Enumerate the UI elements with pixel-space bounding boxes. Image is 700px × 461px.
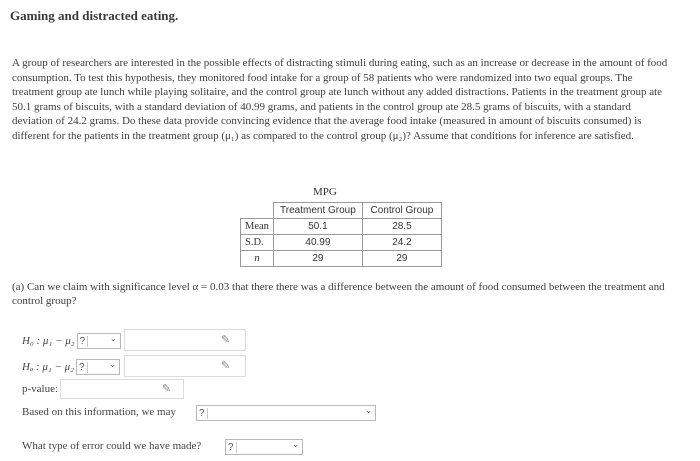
chevron-down-icon: ⌄ bbox=[365, 406, 372, 415]
table-cell: S.D. bbox=[241, 235, 274, 251]
pencil-icon[interactable]: ✎ bbox=[221, 359, 231, 372]
table-header-cell: Treatment Group bbox=[273, 203, 362, 219]
h0-label: H₀ : μ₁ − μ₂ bbox=[22, 335, 75, 347]
ha-select-value: ? bbox=[77, 362, 88, 373]
table-row bbox=[241, 235, 442, 251]
ha-row bbox=[22, 359, 120, 375]
table-cell: 29 bbox=[273, 251, 362, 267]
ha-label: Hₐ : μ₁ − μ₂ bbox=[22, 361, 74, 373]
summary-table bbox=[240, 202, 442, 267]
table-cell: Mean bbox=[241, 219, 274, 235]
decision-select-value: ? bbox=[197, 408, 208, 419]
table-row bbox=[241, 219, 442, 235]
chevron-down-icon: ⌄ bbox=[292, 440, 299, 449]
error-row bbox=[22, 440, 201, 452]
page-title: Gaming and distracted eating. bbox=[10, 8, 179, 23]
h0-select-value: ? bbox=[78, 336, 89, 347]
pvalue-label: p-value: bbox=[22, 383, 59, 395]
ha-operator-select[interactable] bbox=[76, 359, 120, 375]
table-cell: 28.5 bbox=[362, 219, 441, 235]
table-cell: 24.2 bbox=[362, 235, 441, 251]
decision-row bbox=[22, 406, 176, 418]
pencil-icon[interactable]: ✎ bbox=[221, 333, 231, 346]
table-header-row bbox=[241, 203, 442, 219]
error-label: What type of error could we have made? bbox=[22, 440, 202, 452]
pencil-icon[interactable]: ✎ bbox=[162, 382, 172, 395]
table-row bbox=[241, 251, 442, 267]
question-a: (a) Can we claim with significance level α = 0.03 that there there was a difference between the amount of food consumed between the treatment and control group? bbox=[12, 281, 665, 307]
chevron-down-icon: ⌄ bbox=[109, 334, 117, 343]
table-caption: MPG bbox=[313, 186, 337, 198]
table-header-cell: Control Group bbox=[362, 203, 441, 219]
table-cell: 40.99 bbox=[273, 235, 362, 251]
h0-row bbox=[22, 333, 121, 349]
h0-operator-select[interactable] bbox=[77, 333, 121, 349]
table-header-cell bbox=[241, 203, 274, 219]
table-cell: n bbox=[241, 251, 274, 267]
table-cell: 29 bbox=[362, 251, 441, 267]
error-select-value: ? bbox=[226, 442, 237, 453]
table-cell: 50.1 bbox=[273, 219, 362, 235]
chevron-down-icon: ⌄ bbox=[109, 360, 116, 369]
decision-select[interactable] bbox=[196, 405, 376, 421]
decision-label: Based on this information, we may bbox=[22, 406, 176, 418]
pvalue-row bbox=[22, 383, 58, 395]
error-type-select[interactable] bbox=[225, 439, 303, 455]
problem-paragraph: A group of researchers are interested in the possible effects of distracting stimuli during eating, such as an increase or decrease in the amount of food consumption. To test this hypothesis, they monitored food intake for a group of 58 patients who were randomized into two equal groups. The treatment group ate lunch while playing solitaire, and the control group ate lunch without any added distractions. Patients in the treatment group ate 50.1 grams of biscuits, with a standard deviation of 40.99 grams, and patients in the control group ate 28.5 grams of biscuits, with a standard deviation of 24.2 grams. Do these data provide convincing evidence that the average food intake (measured in amount of biscuits consumed) is different for the patients in the treatment group (μ₁) as compared to the control group (μ₂)? Assume that conditions for inference are satisfied. bbox=[12, 57, 668, 142]
